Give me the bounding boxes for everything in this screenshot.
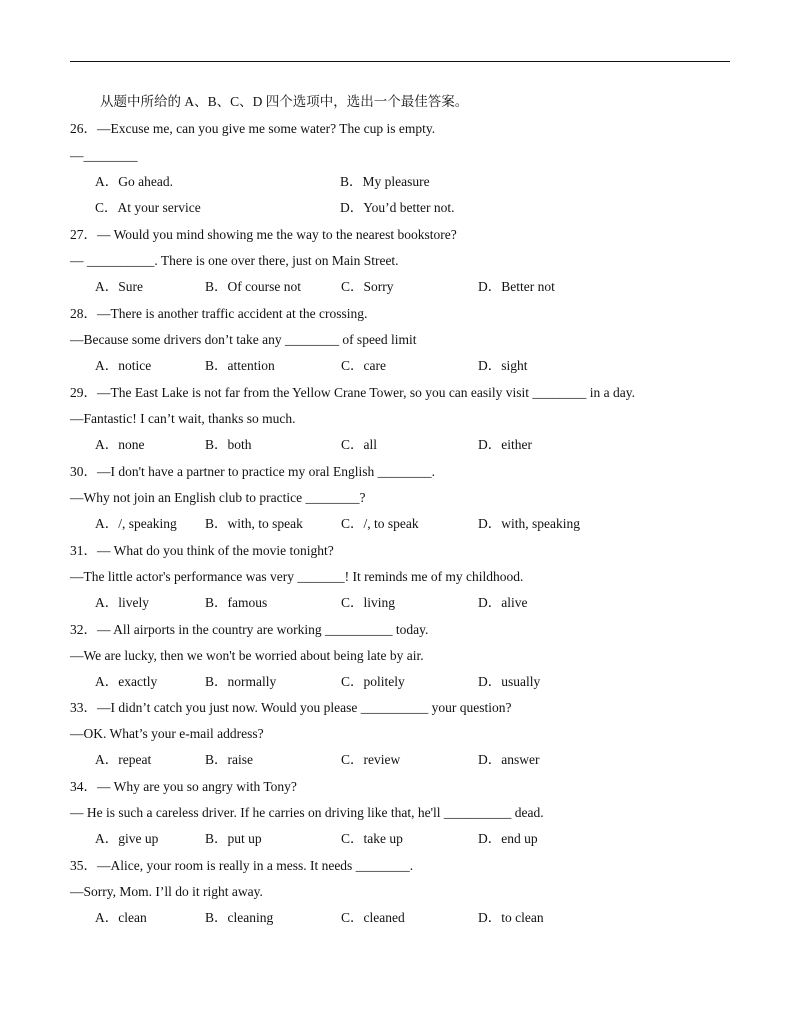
option-a: A．Go ahead.	[95, 174, 173, 189]
option-d: D．with, speaking	[478, 516, 580, 531]
question-26-line-2: —________	[70, 148, 138, 163]
question-35-line-2: —Sorry, Mom. I’ll do it right away.	[70, 884, 263, 899]
option-b: B．attention	[205, 358, 275, 373]
question-35-options	[0, 909, 800, 927]
option-c: C．/, to speak	[341, 516, 419, 531]
question-33-line-1: 33．—I didn’t catch you just now. Would you please __________ your question?	[70, 700, 512, 715]
question-30-line-2: —Why not join an English club to practice ________?	[70, 490, 366, 505]
option-b: B．famous	[205, 595, 268, 610]
option-a: A．repeat	[95, 752, 152, 767]
question-33-options	[0, 751, 800, 769]
option-c: C．take up	[341, 831, 403, 846]
option-c: C．care	[341, 358, 386, 373]
option-c: C．living	[341, 595, 396, 610]
option-b: B．normally	[205, 674, 277, 689]
question-34-line-1: 34．— Why are you so angry with Tony?	[70, 779, 297, 794]
top-rule	[70, 61, 730, 62]
option-a: A．none	[95, 437, 145, 452]
option-c: C．politely	[341, 674, 405, 689]
question-28-line-2: —Because some drivers don’t take any ________ of speed limit	[70, 332, 417, 347]
option-b: B．put up	[205, 831, 262, 846]
question-30-options	[0, 515, 800, 533]
option-b: B．My pleasure	[340, 174, 430, 189]
question-31-options	[0, 594, 800, 612]
option-a: A．lively	[95, 595, 149, 610]
question-32-options	[0, 673, 800, 691]
question-31-line-2: —The little actor's performance was very _______! It reminds me of my childhood.	[70, 569, 524, 584]
option-a: A．exactly	[95, 674, 158, 689]
option-d: D．end up	[478, 831, 538, 846]
question-26-line-1: 26．—Excuse me, can you give me some water? The cup is empty.	[70, 121, 436, 136]
option-a: A．Sure	[95, 279, 143, 294]
option-d: D．Better not	[478, 279, 555, 294]
option-c: C．all	[341, 437, 377, 452]
option-d: D．either	[478, 437, 532, 452]
question-28-options	[0, 357, 800, 375]
option-a: A．/, speaking	[95, 516, 177, 531]
question-32-line-2: —We are lucky, then we won't be worried about being late by air.	[70, 648, 424, 663]
option-a: A．give up	[95, 831, 159, 846]
option-b: B．Of course not	[205, 279, 301, 294]
question-26-options-row-2	[0, 199, 800, 217]
question-34-options	[0, 830, 800, 848]
question-27-options	[0, 278, 800, 296]
question-29-options	[0, 436, 800, 454]
option-d: D．sight	[478, 358, 528, 373]
question-31-line-1: 31．— What do you think of the movie tonight?	[70, 543, 334, 558]
option-d: D．alive	[478, 595, 528, 610]
question-28-line-1: 28．—There is another traffic accident at the crossing.	[70, 306, 368, 321]
option-a: A．notice	[95, 358, 152, 373]
option-c: C．review	[341, 752, 401, 767]
question-29-line-1: 29．—The East Lake is not far from the Yellow Crane Tower, so you can easily visit ________ in a day.	[70, 385, 636, 400]
question-26-options	[0, 173, 800, 191]
instruction-text: 从题中所给的 A、B、C、D 四个选项中，选出一个最佳答案。	[100, 94, 469, 109]
option-b: B．cleaning	[205, 910, 274, 925]
question-34-line-2: — He is such a careless driver. If he carries on driving like that, he'll __________ dead.	[70, 805, 544, 820]
option-d: D．usually	[478, 674, 541, 689]
question-30-line-1: 30．—I don't have a partner to practice my oral English ________.	[70, 464, 435, 479]
question-29-line-2: —Fantastic! I can’t wait, thanks so much.	[70, 411, 296, 426]
question-33-line-2: —OK. What’s your e-mail address?	[70, 726, 264, 741]
option-b: B．both	[205, 437, 252, 452]
option-d: D．to clean	[478, 910, 544, 925]
option-b: B．raise	[205, 752, 253, 767]
option-d: D．You’d better not.	[340, 200, 455, 215]
option-b: B．with, to speak	[205, 516, 303, 531]
option-a: A．clean	[95, 910, 147, 925]
option-c: C．At your service	[95, 200, 201, 215]
question-27-line-2: — __________. There is one over there, just on Main Street.	[70, 253, 399, 268]
question-35-line-1: 35．—Alice, your room is really in a mess. It needs ________.	[70, 858, 414, 873]
option-d: D．answer	[478, 752, 540, 767]
question-32-line-1: 32．— All airports in the country are working __________ today.	[70, 622, 429, 637]
question-27-line-1: 27．— Would you mind showing me the way to the nearest bookstore?	[70, 227, 457, 242]
option-c: C．Sorry	[341, 279, 394, 294]
option-c: C．cleaned	[341, 910, 405, 925]
